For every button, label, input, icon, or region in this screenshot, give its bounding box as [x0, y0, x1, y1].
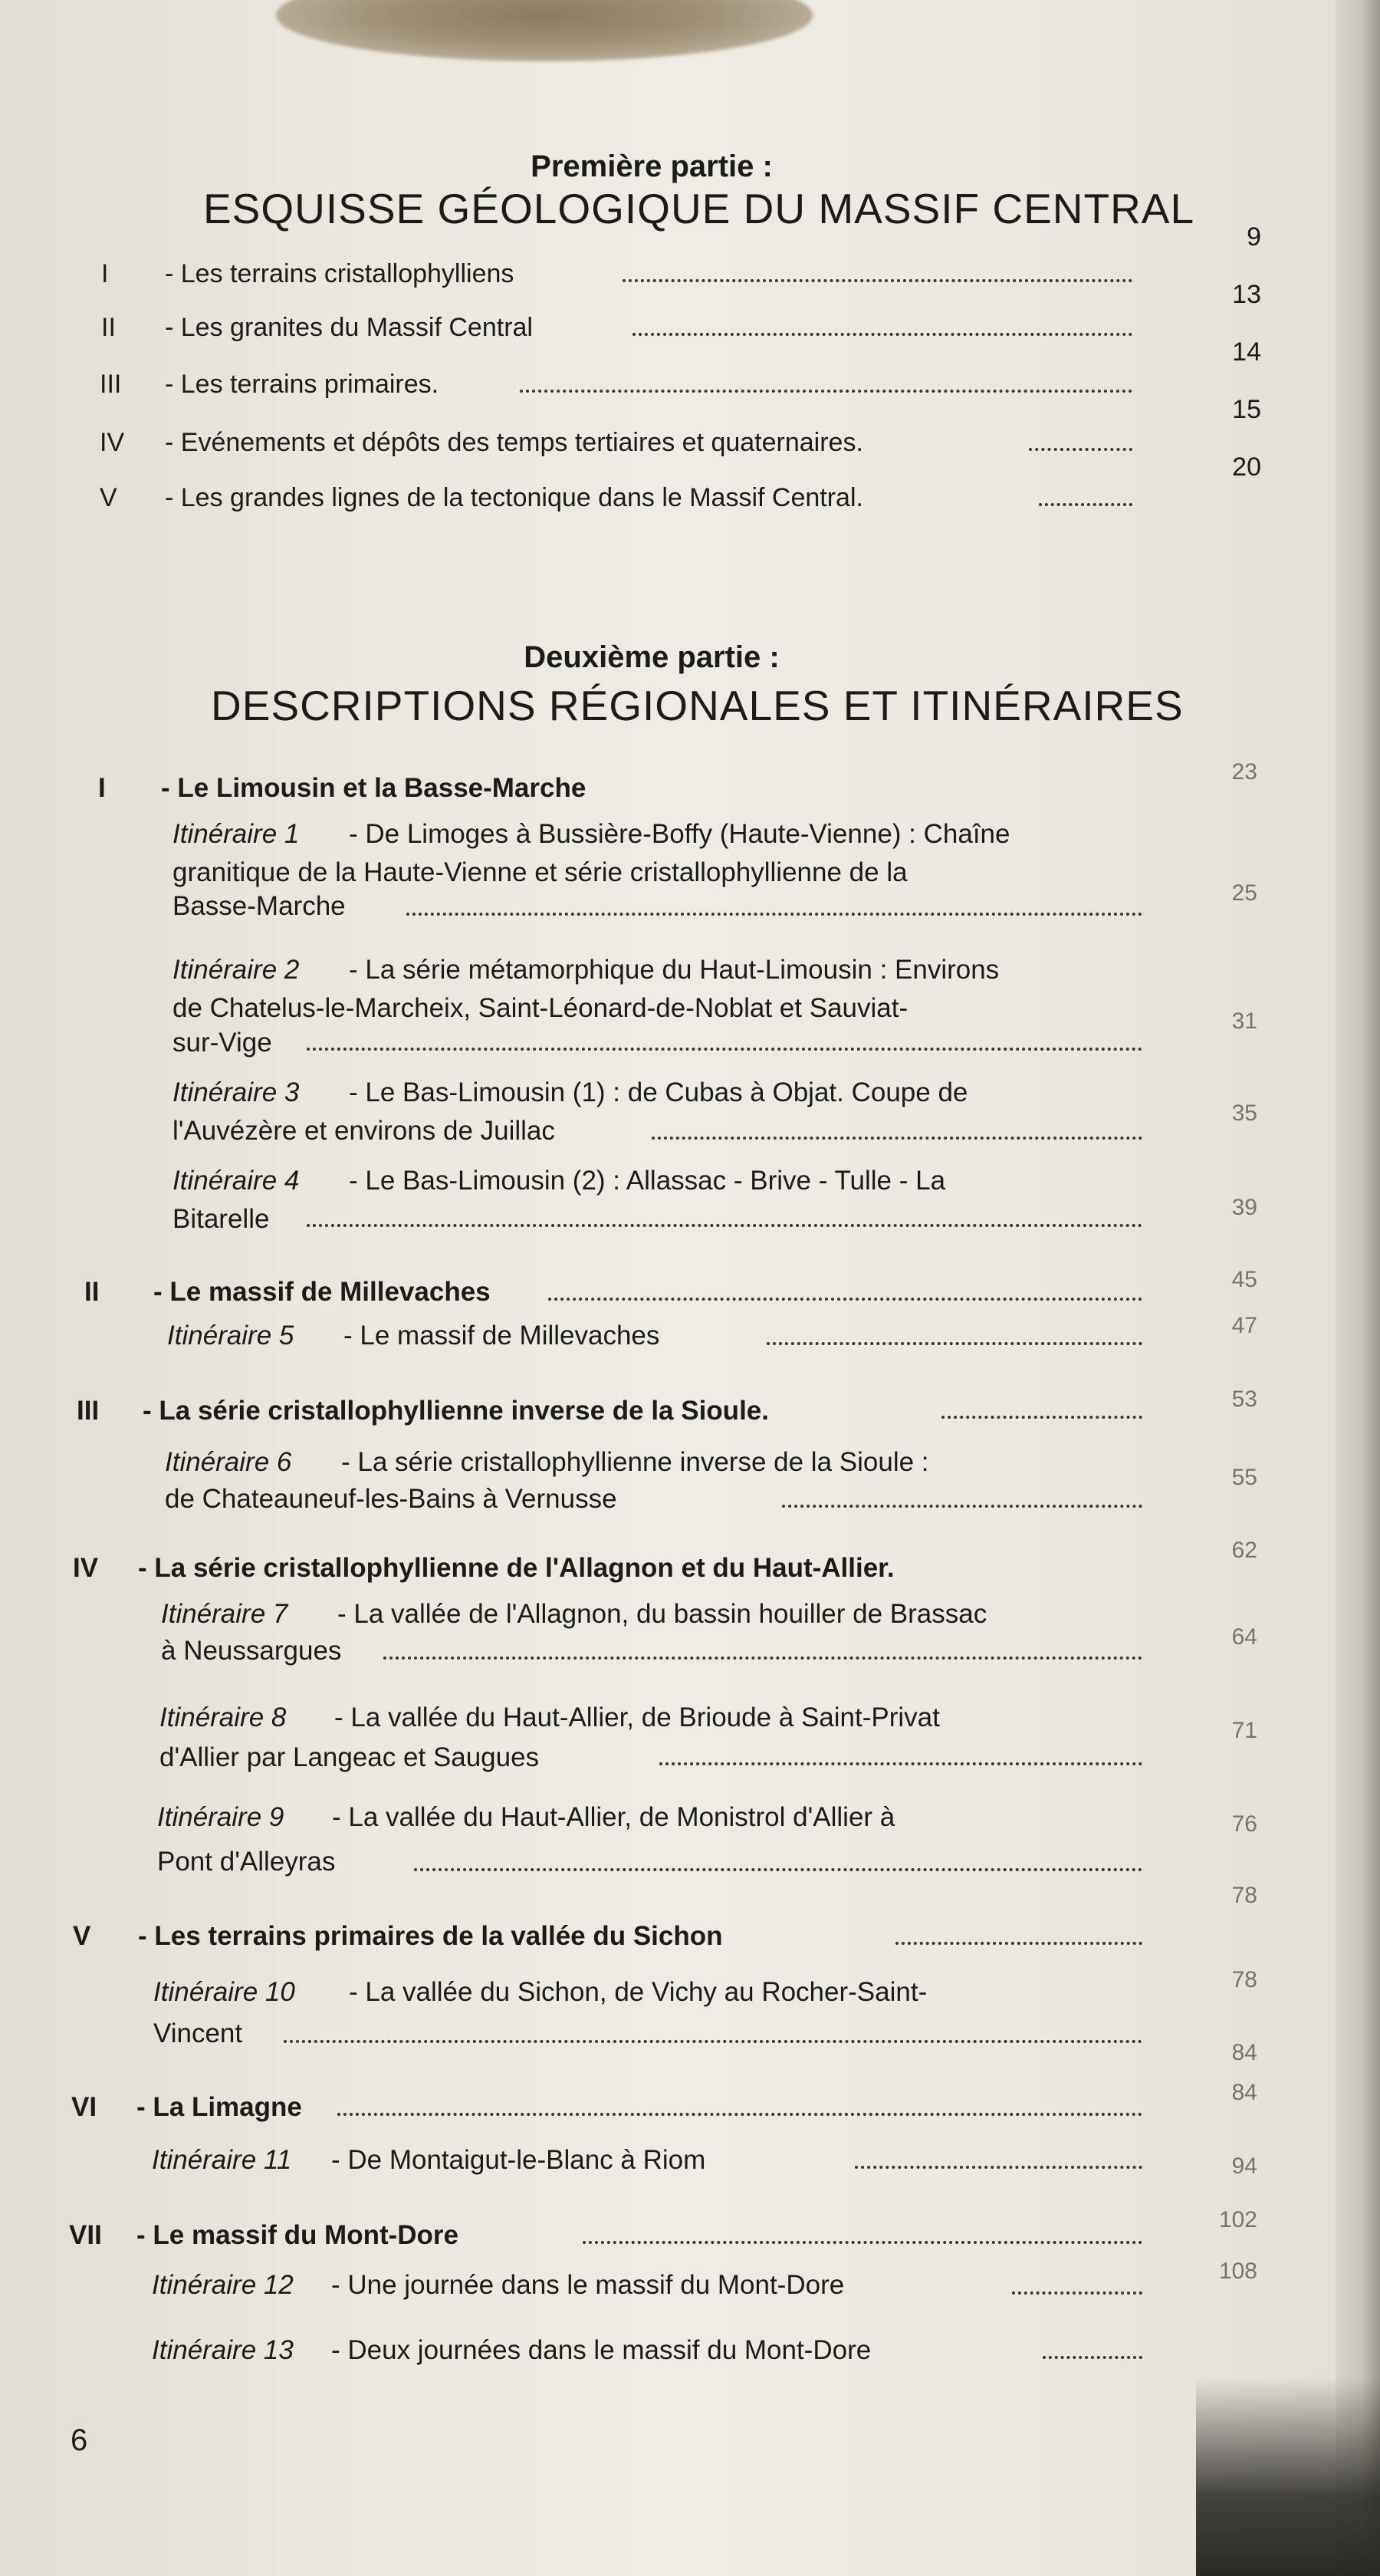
- itinerary-text-line: Vincent: [153, 2018, 243, 2048]
- section-title: - Les terrains primaires de la vallée du Sichon: [138, 1921, 723, 1951]
- itinerary-text-line: sur-Vige: [172, 1028, 272, 1058]
- itinerary-page: 78: [1231, 1967, 1257, 1992]
- entry-page: 9: [1247, 222, 1261, 252]
- itinerary-text-line: - La vallée du Haut-Allier, de Brioude à Saint-Privat: [334, 1703, 940, 1732]
- itinerary-label: Itinéraire 5: [167, 1321, 294, 1351]
- entry-number: III: [100, 370, 122, 399]
- page-number: 6: [71, 2423, 88, 2457]
- itinerary-label: Itinéraire 6: [165, 1447, 292, 1477]
- section-number: II: [84, 1277, 100, 1307]
- dot-leader: [307, 1048, 1142, 1051]
- itinerary-label: Itinéraire 3: [172, 1077, 300, 1107]
- section-number: VI: [71, 2092, 97, 2122]
- itinerary-text-line: - Le Bas-Limousin (2) : Allassac - Brive - Tulle - La: [349, 1166, 946, 1196]
- itinerary-page: 39: [1231, 1195, 1257, 1220]
- entry-page: 15: [1232, 395, 1261, 424]
- itinerary-label: Itinéraire 9: [157, 1802, 284, 1832]
- entry-number: I: [101, 259, 109, 288]
- itinerary-text-line: - La série cristallophyllienne inverse de la Sioule :: [341, 1447, 929, 1477]
- dot-leader: [623, 279, 1132, 282]
- dot-leader: [1039, 503, 1132, 506]
- section-page: 45: [1231, 1267, 1257, 1292]
- itinerary-text-line: - De Limoges à Bussière-Boffy (Haute-Vienne) : Chaîne: [349, 819, 1010, 849]
- part2-label: Deuxième partie :: [524, 640, 780, 674]
- itinerary-text-line: - Le massif de Millevaches: [343, 1321, 660, 1351]
- section-number: III: [77, 1396, 100, 1426]
- itinerary-label: Itinéraire 10: [153, 1977, 295, 2007]
- entry-title: - Evénements et dépôts des temps tertiaires et quaternaires.: [165, 428, 863, 457]
- dot-leader: [895, 1942, 1142, 1945]
- entry-page: 14: [1232, 337, 1261, 367]
- section-title: - La Limagne: [136, 2092, 302, 2122]
- itinerary-text-line: d'Allier par Langeac et Saugues: [159, 1742, 540, 1772]
- itinerary-text-line: - De Montaigut-le-Blanc à Riom: [331, 2145, 706, 2175]
- part2-title: DESCRIPTIONS RÉGIONALES ET ITINÉRAIRES: [211, 682, 1184, 729]
- dot-leader: [767, 1342, 1142, 1345]
- itinerary-label: Itinéraire 13: [152, 2335, 294, 2365]
- itinerary-label: Itinéraire 1: [172, 819, 300, 849]
- dot-leader: [659, 1762, 1142, 1765]
- section-number: I: [98, 773, 106, 803]
- itinerary-text-line: granitique de la Haute-Vienne et série cristallophyllienne de la: [172, 857, 908, 887]
- section-page: 94: [1231, 2153, 1257, 2179]
- itinerary-page: 108: [1218, 2259, 1257, 2284]
- dot-leader: [406, 913, 1142, 916]
- section-page: 23: [1231, 759, 1257, 785]
- itinerary-text-line: Basse-Marche: [172, 891, 346, 921]
- section-title: - La série cristallophyllienne de l'Allagnon et du Haut-Allier.: [138, 1553, 895, 1583]
- itinerary-label: Itinéraire 11: [152, 2145, 292, 2175]
- dot-leader: [383, 1656, 1142, 1660]
- itinerary-label: Itinéraire 7: [161, 1599, 288, 1629]
- entry-number: V: [100, 483, 117, 512]
- dot-leader: [1029, 448, 1132, 451]
- itinerary-label: Itinéraire 2: [172, 955, 300, 985]
- itinerary-page: 76: [1231, 1811, 1257, 1837]
- itinerary-page: 47: [1231, 1313, 1257, 1338]
- itinerary-text-line: à Neussargues: [161, 1636, 342, 1666]
- itinerary-text-line: - Une journée dans le massif du Mont-Dore: [331, 2270, 845, 2300]
- dot-leader: [583, 2241, 1142, 2244]
- itinerary-label: Itinéraire 4: [172, 1166, 300, 1196]
- itinerary-text-line: - Deux journées dans le massif du Mont-Dore: [331, 2335, 872, 2365]
- dot-leader: [782, 1505, 1142, 1508]
- dot-leader: [1012, 2291, 1142, 2295]
- section-number: V: [73, 1921, 91, 1951]
- itinerary-page: 84: [1231, 2080, 1257, 2105]
- dot-leader: [632, 333, 1132, 336]
- dot-leader: [520, 390, 1132, 393]
- dot-leader: [284, 2040, 1142, 2043]
- section-number: VII: [69, 2220, 102, 2250]
- dot-leader: [855, 2166, 1142, 2169]
- dot-leader: [652, 1137, 1142, 1140]
- itinerary-text-line: - La vallée du Sichon, de Vichy au Rocher-Saint-: [349, 1977, 928, 2007]
- section-page: 84: [1231, 2040, 1257, 2065]
- dot-leader: [337, 2113, 1142, 2116]
- itinerary-page: 31: [1231, 1008, 1257, 1034]
- itinerary-text-line: - Le Bas-Limousin (1) : de Cubas à Objat. Coupe de: [349, 1077, 968, 1107]
- itinerary-text-line: de Chateauneuf-les-Bains à Vernusse: [165, 1484, 617, 1514]
- dot-leader: [941, 1416, 1142, 1419]
- page-edge: [1336, 0, 1380, 2576]
- entry-page: 20: [1232, 452, 1261, 482]
- dot-leader: [548, 1298, 1142, 1301]
- section-title: - Le massif du Mont-Dore: [136, 2220, 459, 2250]
- background-object: [276, 0, 813, 61]
- part1-label: Première partie :: [531, 150, 773, 183]
- section-title: - Le Limousin et la Basse-Marche: [161, 773, 586, 803]
- section-title: - Le massif de Millevaches: [153, 1277, 491, 1307]
- section-page: 78: [1231, 1883, 1257, 1908]
- itinerary-text-line: l'Auvézère et environs de Juillac: [172, 1116, 555, 1146]
- itinerary-text-line: - La vallée de l'Allagnon, du bassin houiller de Brassac: [337, 1599, 987, 1629]
- itinerary-page: 25: [1231, 880, 1257, 906]
- itinerary-text-line: Pont d'Alleyras: [157, 1847, 336, 1877]
- entry-title: - Les granites du Massif Central: [165, 313, 533, 342]
- section-page: 62: [1231, 1538, 1257, 1563]
- section-page: 53: [1231, 1387, 1257, 1412]
- section-title: - La série cristallophyllienne inverse de la Sioule.: [143, 1396, 769, 1426]
- entry-number: II: [101, 313, 116, 342]
- itinerary-text-line: - La série métamorphique du Haut-Limousin : Environs: [349, 955, 1000, 985]
- itinerary-label: Itinéraire 8: [159, 1703, 287, 1732]
- section-number: IV: [73, 1553, 99, 1583]
- entry-page: 13: [1232, 280, 1261, 309]
- itinerary-page: 102: [1218, 2207, 1257, 2232]
- part1-title: ESQUISSE GÉOLOGIQUE DU MASSIF CENTRAL: [203, 185, 1195, 232]
- itinerary-page: 35: [1231, 1100, 1257, 1126]
- entry-number: IV: [100, 428, 125, 457]
- itinerary-text-line: Bitarelle: [172, 1204, 270, 1234]
- dot-leader: [1043, 2356, 1142, 2359]
- itinerary-text-line: - La vallée du Haut-Allier, de Monistrol d'Allier à: [332, 1802, 895, 1832]
- dot-leader: [414, 1868, 1142, 1871]
- shadow: [1196, 2377, 1380, 2576]
- entry-title: - Les terrains primaires.: [165, 370, 439, 399]
- dot-leader: [307, 1224, 1142, 1227]
- itinerary-text-line: de Chatelus-le-Marcheix, Saint-Léonard-de-Noblat et Sauviat-: [172, 993, 909, 1023]
- itinerary-page: 55: [1231, 1465, 1257, 1490]
- itinerary-page: 64: [1231, 1624, 1257, 1650]
- entry-title: - Les terrains cristallophylliens: [165, 259, 514, 288]
- entry-title: - Les grandes lignes de la tectonique dans le Massif Central.: [165, 483, 863, 512]
- itinerary-page: 71: [1231, 1718, 1257, 1743]
- itinerary-label: Itinéraire 12: [152, 2270, 294, 2300]
